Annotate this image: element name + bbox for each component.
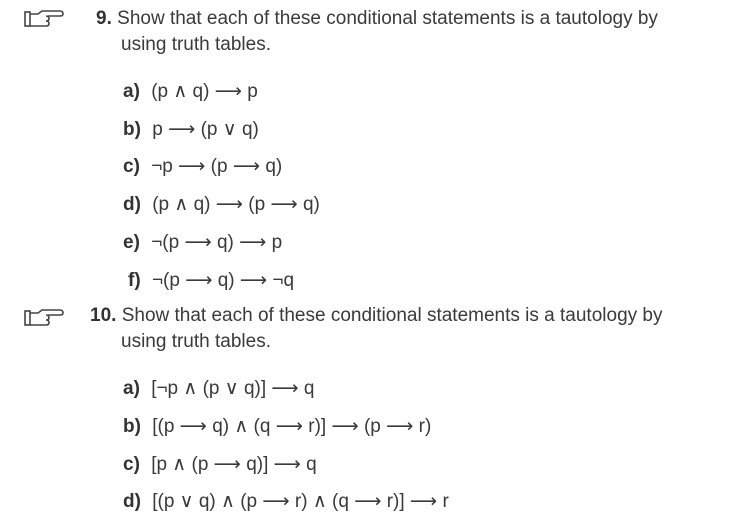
part-expression: ¬(p ⟶ q) ⟶ ¬q xyxy=(151,270,295,291)
exercise-statement xyxy=(90,303,710,355)
part-item xyxy=(123,80,258,104)
part-item xyxy=(123,193,320,217)
part-label: e) xyxy=(123,232,140,253)
part-label: b) xyxy=(123,119,141,140)
part-label: a) xyxy=(123,81,140,102)
part-label: a) xyxy=(123,378,140,399)
exercise-statement xyxy=(96,6,716,58)
exercise-number: 10. xyxy=(90,305,117,326)
exercise-number: 9. xyxy=(96,8,112,29)
part-label: c) xyxy=(123,454,140,475)
part-item xyxy=(123,415,431,439)
part-item xyxy=(123,155,282,179)
part-label: b) xyxy=(123,416,141,437)
part-label: d) xyxy=(123,491,141,512)
statement-text: Show that each of these conditional statements is a tautology by xyxy=(121,305,663,326)
part-item xyxy=(123,118,259,142)
part-expression: ¬(p ⟶ q) ⟶ p xyxy=(151,232,283,253)
part-item xyxy=(123,490,449,514)
part-label: f) xyxy=(128,270,141,291)
part-item xyxy=(123,231,282,255)
part-expression: [p ∧ (p ⟶ q)] ⟶ q xyxy=(151,454,317,475)
part-expression: [(p ∨ q) ∧ (p ⟶ r) ∧ (q ⟶ r)] ⟶ r xyxy=(152,491,449,512)
part-label: c) xyxy=(123,156,140,177)
part-item xyxy=(123,453,317,477)
statement-text: Show that each of these conditional statements is a tautology by xyxy=(117,8,658,29)
pointing-hand-icon xyxy=(24,307,64,329)
part-expression: p ⟶ (p ∨ q) xyxy=(152,119,259,140)
part-expression: (p ∧ q) ⟶ p xyxy=(151,81,258,102)
part-expression: [(p ⟶ q) ∧ (q ⟶ r)] ⟶ (p ⟶ r) xyxy=(152,416,432,437)
pointing-hand-icon xyxy=(24,8,64,30)
part-expression: [¬p ∧ (p ∨ q)] ⟶ q xyxy=(151,378,315,399)
part-item xyxy=(123,377,315,401)
part-expression: (p ∧ q) ⟶ (p ⟶ q) xyxy=(152,194,320,215)
part-label: d) xyxy=(123,194,141,215)
statement-text-cont: using truth tables. xyxy=(121,34,271,55)
statement-text-cont: using truth tables. xyxy=(121,331,271,352)
part-item xyxy=(128,269,294,293)
part-expression: ¬p ⟶ (p ⟶ q) xyxy=(151,156,283,177)
